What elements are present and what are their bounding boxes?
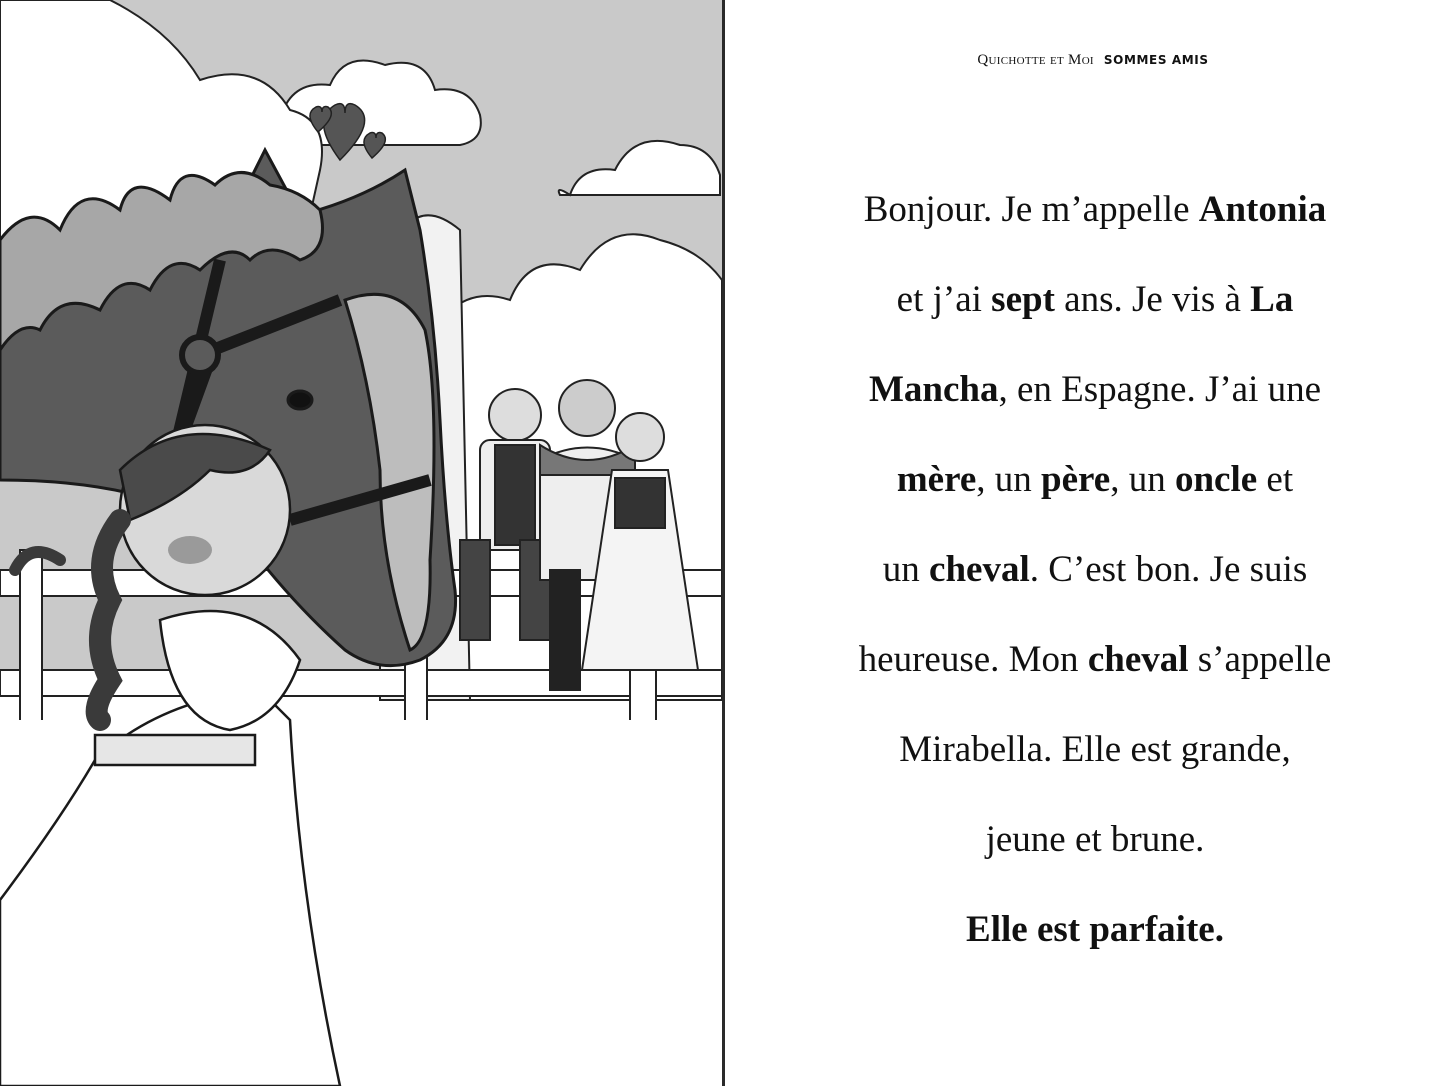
story-text	[725, 185, 1445, 995]
bold-word: sept	[991, 279, 1055, 320]
horse-girl-illustration	[0, 0, 722, 1086]
story-text-segment: s’appelle	[1188, 639, 1332, 680]
book-subtitle: SOMMES AMIS	[1103, 53, 1209, 67]
illustration-panel	[0, 0, 722, 1086]
text-page	[725, 0, 1445, 1086]
bold-word: mère	[896, 459, 977, 500]
story-text-segment: et	[1257, 459, 1294, 500]
story-line	[725, 905, 1445, 995]
story-text-segment: , un	[1110, 459, 1175, 500]
bold-word: cheval	[1087, 639, 1189, 680]
story-text-segment: heureuse. Mon	[858, 639, 1088, 680]
story-text-segment: jeune et brune.	[985, 819, 1205, 860]
story-text-segment: Mirabella. Elle est grande,	[899, 729, 1291, 770]
story-line	[725, 365, 1445, 455]
running-header	[725, 52, 1445, 69]
story-line	[725, 725, 1445, 815]
bold-word: cheval	[929, 549, 1030, 590]
bold-word: Antonia	[1198, 189, 1327, 230]
book-title: Quichotte et Moi	[977, 52, 1094, 68]
story-line	[725, 635, 1445, 725]
bold-word: Elle est parfaite.	[966, 909, 1224, 950]
story-text-segment: Bonjour. Je m’appelle	[863, 189, 1199, 230]
story-text-segment: ans. Je vis à	[1054, 279, 1251, 320]
story-line	[725, 275, 1445, 365]
story-text-segment: un	[882, 549, 930, 590]
story-text-segment: , un	[976, 459, 1042, 500]
story-text-segment: . C’est bon. Je suis	[1029, 549, 1308, 590]
story-line	[725, 455, 1445, 545]
story-text-segment: , en Espagne. J’ai une	[998, 369, 1322, 410]
bold-word: La	[1250, 279, 1294, 320]
bold-word: oncle	[1174, 459, 1258, 500]
story-text-segment: et j’ai	[896, 279, 992, 320]
story-line	[725, 815, 1445, 905]
story-line	[725, 185, 1445, 275]
story-line	[725, 545, 1445, 635]
bold-word: Mancha	[868, 369, 999, 410]
bold-word: père	[1041, 459, 1111, 500]
